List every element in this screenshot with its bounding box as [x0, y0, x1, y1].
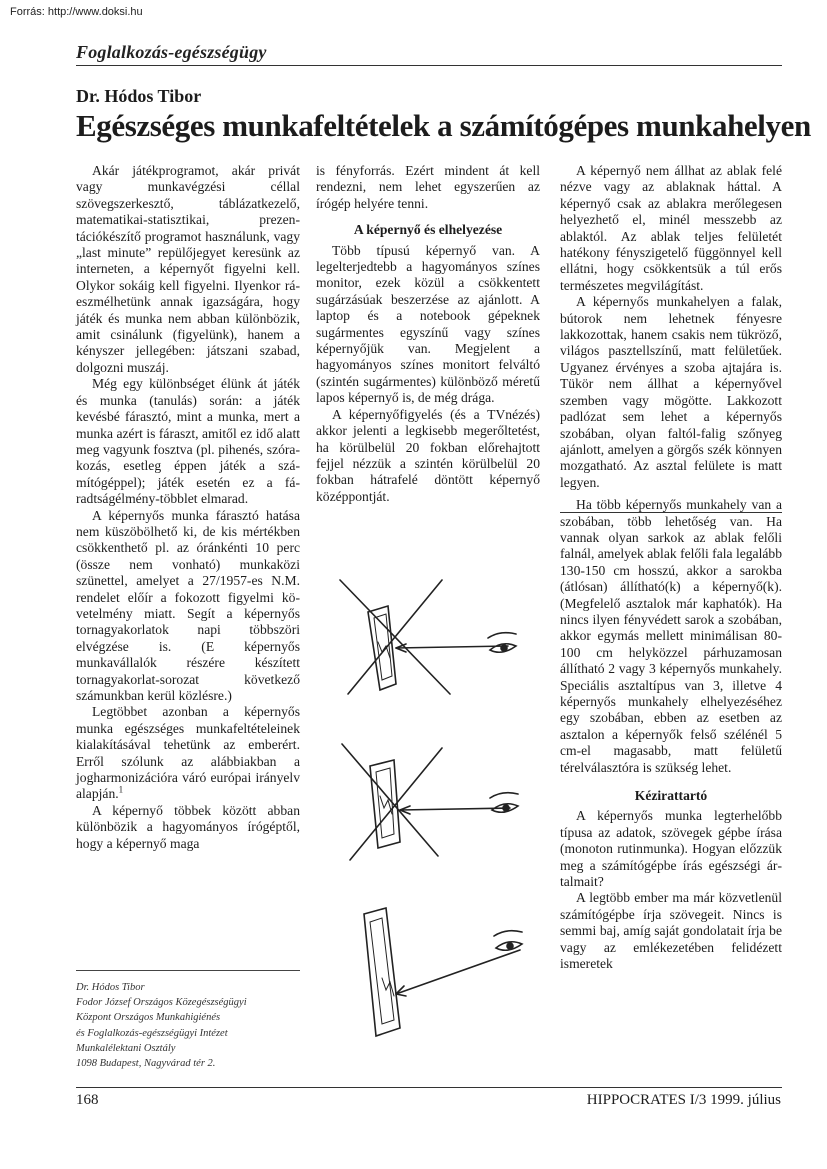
paragraph — [76, 704, 300, 802]
paragraph: Még egy különbséget élünk át játék és munka (tanulás) során: a játék kevésbé fárasztó, mint a munka, mert a munka azért is fáraszt, amitől ez idő alatt meg vagyunk fosztva (pl. pihenés, szórakozás, esetleg éppen játék a számítógéppel); játék esetén ez a fáradtságélmény-többlet elmarad. — [76, 376, 300, 507]
footnote-line: 1098 Budapest, Nagyvárad tér 2. — [76, 1058, 216, 1070]
article-author: Dr. Hódos Tibor — [76, 86, 202, 106]
footer-rule — [76, 1087, 782, 1088]
footnote-line: és Foglalkozás-egészségügyi Intézet — [76, 1027, 228, 1039]
article-title: Egészséges munkafeltételek a számítógépes munkahelyen — [76, 108, 811, 143]
eyebrow — [490, 793, 518, 798]
paragraph: A képernyő többek között abban különbözik a hagyományos írógéptől, hogy a képernyő maga — [76, 802, 300, 851]
column-divider-rule — [560, 512, 782, 513]
column-1 — [76, 163, 300, 852]
subheading-screen-placement: A képernyő és elhelyezése — [353, 222, 503, 238]
source-label: Forrás: http://www.doksi.hu — [10, 6, 143, 18]
monitor-viewing-diagram-1 — [330, 572, 550, 702]
author-affiliation — [76, 980, 306, 1071]
paragraph: A képernyős munka legterhelőbb típusa az adatok, szövegek gépbe írása (monoton rutinmunka). Hogyan előzzük meg a számítógépbe írás egészségi ártalmait? — [560, 808, 782, 890]
eyebrow — [488, 633, 516, 638]
column-2 — [316, 163, 540, 505]
page-number: 168 — [76, 1092, 99, 1108]
monitor-viewing-diagram-2 — [330, 738, 550, 868]
footnote-line: Dr. Hódos Tibor — [76, 982, 145, 993]
column-3 — [560, 163, 782, 973]
footnote-rule — [76, 970, 300, 971]
pupil — [507, 943, 513, 949]
paragraph: A képernyőfigyelés (és a TVnézés) akkor jelenti a legkisebb megerőltetést, ha körülbelül 20 fokban előrehajtott fejjel nézzük a szintén körülbelül 20 fokban hátrafelé döntött képernyő középpontját. — [316, 406, 540, 504]
screen-scribble — [382, 978, 394, 996]
paragraph: A képernyős munkahelyen a falak, bútorok nem lehetnek fényesre lakkozottak, hanem csakis nem tükröző, világos pasztellszínű, matt felületűek. Ugyanez érvényes a szoba ajtajára is. Tükör nem állhat a képernyővel szemben vagy mögötte. Lakkozott padlózat sem lehet a képernyős szobában, olyan faltól-falig szőnyeg ajánlott, amelyen a görgős szék könnyen mozgatható. Az asztal felülete is matt legyen. — [560, 294, 782, 490]
paragraph: A legtöbb ember ma már közvetlenül számítógépbe írja szövegeit. Nincs is semmi baj, amíg saját gondolatait írja be vagy az emlékezetében felidézett ismeretek — [560, 890, 782, 972]
eyebrow — [494, 931, 522, 936]
paragraph: A képernyő nem állhat az ablak felé nézve vagy az ablaknak háttal. A képernyő csak az ablakra merőlegesen helyezhető el, minél messzebb az ablaktól. Az ablak teljes felületét hatékony fényszigetelő függönnyel kell ellátni, hogy csökkentsük a túl erős természetes megvilágítást. — [560, 163, 782, 293]
monitor-viewing-diagram-3 — [330, 900, 550, 1060]
paragraph-text: Legtöbbet azonban a képernyős munka egészséges munkafeltételeinek kialakításával tehetünk az emberért. Erről szólunk az alábbiakban a jogharmonizációra váró európai irányelv alapján. — [76, 704, 300, 802]
paragraph: A képernyős munka fárasztó hatása nem küszöbölhető ki, de kis mértékben csökkenthető pl. az óránkénti 10 perc (össze nem vonható) munkaközi szünettel, amelyet a 27/1957-es N.M. rendelet előír a fokozott figyelmi követelmény miatt. Segít a képernyős tornagyakorlatok napi többszöri elvégzése is. (E képernyős munkavállalók részére készített tornagyakorlat-sorozat következő számunkban kerül közlésre.) — [76, 507, 300, 703]
footnote-line: Munkalélektani Osztály — [76, 1042, 176, 1054]
paragraph: Akár játékprogramot, akár privát vagy munkavégzési céllal szövegszerkesztő, táblázatkezelő, matematikai-statisztikai, prezentációkészítő programot használunk, vagy „last minute” repülőjegyet keresünk az interneten, a képernyőt figyelni kell. Olykor sokáig kell figyelni. Ilyenkor ráeszmélhetünk annak igazságára, hogy játék és munka nem abban különbözik, amit csinálunk (figyelünk), hanem a kényszer jellegében: játszani szabad, dolgozni muszáj. — [76, 163, 300, 375]
header-rule — [76, 65, 782, 66]
journal-issue: HIPPOCRATES I/3 1999. július — [586, 1092, 781, 1108]
footnote-line: Központ Országos Munkahigiénés — [76, 1012, 221, 1024]
monitor-inner — [376, 768, 394, 838]
footnote-reference[interactable]: 1 — [118, 784, 124, 795]
monitor-screen — [364, 908, 400, 1036]
section-heading: Foglalkozás-egészségügy — [76, 42, 267, 62]
pupil — [501, 645, 507, 651]
gaze-line — [396, 950, 520, 994]
footnote-line: Fodor József Országos Közegészségügyi — [76, 997, 247, 1009]
paragraph: Ha több képernyős munkahely van a szobában, több lehetőség van. Ha vannak olyan sarkok az ablak felőli falnál, amelyek ablak felőli fala legalább 130-150 cm hosszú, akkor a sarokba (átlósan) állítható(k) a képernyő(k). (Megfelelő asztalok már kaphatók). Ha nincs ilyen fényvédett sarok a szobában, akkor egymás mellett minimálisan 80-100 cm helyközzel párhuzamosan állítható 2 vagy 3 képernyős munkahely. Speciális asztaltípus van 3, illetve 4 képernyős munkahely elhelyezéséhez egy szobában, ebben az esetben az asztalon a képernyők felső szélénél 5 cm-el magasabb, matt felületű térelválasztóra is szükség lehet. — [560, 497, 782, 775]
gaze-line — [396, 646, 508, 648]
subheading-document-holder: Kézirattartó — [634, 788, 708, 804]
paragraph: Több típusú képernyő van. A legelterjedtebb a hagyományos színes monitor, ezek közül a csökkentett sugárzásúak beszerzése az ajánlott. A laptop és a notebook gépeknek sugármentes egyszínű vagy színes képernyőjük van. Megjelent a hagyományos színes monitort felváltó (szintén sugármentes) különböző méretű lapos képernyő is, de még drága. — [316, 242, 540, 406]
paragraph: is fényforrás. Ezért mindent át kell rendezni, nem lehet egyszerűen az írógép helyére tenni. — [316, 163, 540, 211]
pupil — [503, 805, 509, 811]
